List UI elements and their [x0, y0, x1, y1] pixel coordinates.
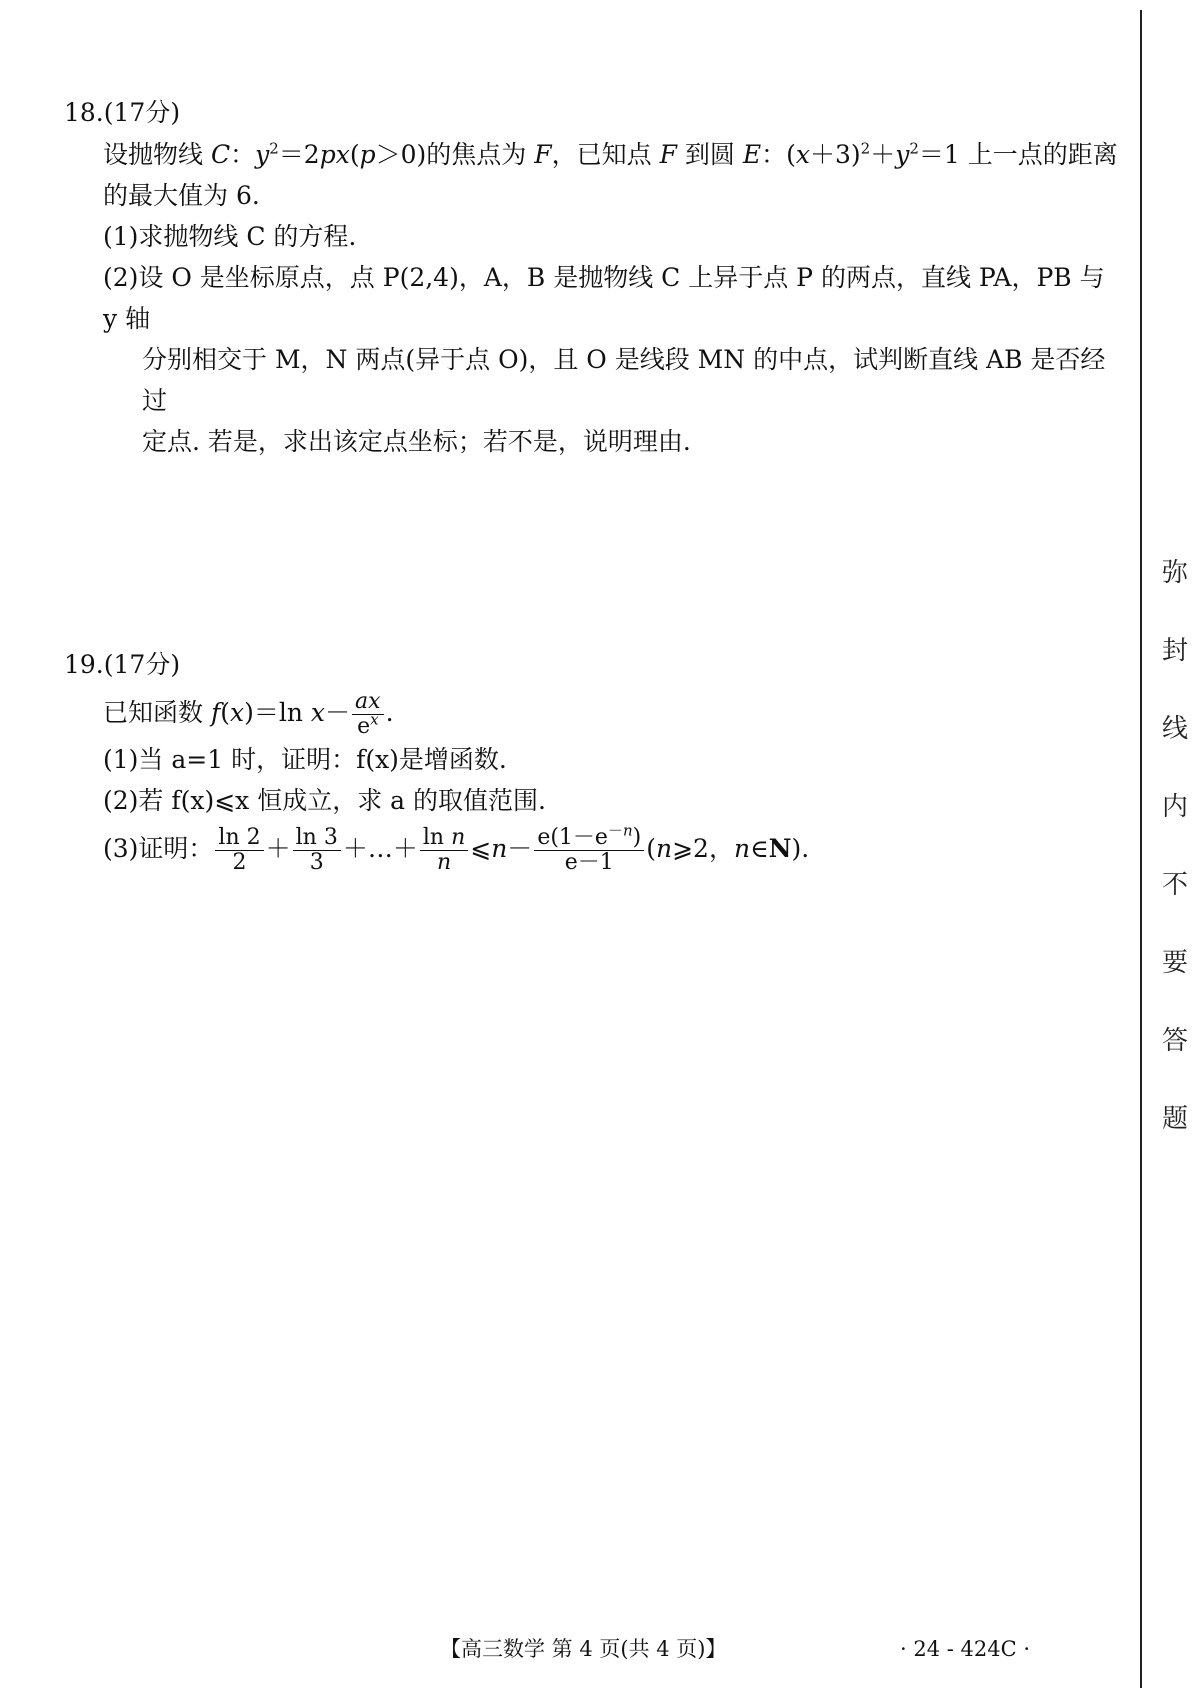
problem-19-part3: (3)证明： $\frac{\ln 2}{2}$ ＋ $\frac{\ln 3}{3}$ ＋…＋ $\frac{\text{ln n}}{n}$ ⩽n－ $\frac{e(1-e^{-n})}{e-1}$ (n⩾2，n∈N).: [103, 821, 810, 875]
text-fragment: 设抛物线: [103, 140, 204, 169]
seal-char: 不: [1161, 870, 1188, 900]
text-fragment: ，已知点: [551, 140, 652, 169]
seal-char: 题: [1161, 1104, 1188, 1134]
problem-18-part2-line2: 分别相交于 M，N 两点(异于点 O)，且 O 是线段 MN 的中点，试判断直线 AB 是否经过: [142, 345, 1106, 415]
binding-line: [1140, 10, 1142, 1688]
problem-18-statement-line2: 的最大值为 6.: [103, 181, 260, 210]
text-fragment: 的焦点为: [426, 140, 527, 169]
fraction: $\frac{ax}{e^x}$: [352, 690, 384, 739]
seal-char: 内: [1161, 792, 1188, 822]
problem-19-body: [64, 688, 1124, 877]
fraction: $\frac{\ln 3}{3}$: [293, 826, 341, 875]
problem-18-part1: (1)求抛物线 C 的方程.: [103, 222, 357, 251]
exam-code: · 24 - 424C ·: [900, 1637, 1031, 1661]
seal-char: 封: [1161, 636, 1188, 666]
seal-notice: [1160, 560, 1190, 1184]
text-fragment: 已知函数: [103, 698, 204, 727]
problem-18-heading: 18.(17分): [64, 98, 181, 127]
problem-18-statement-line1: 设抛物线 C：$y^2=2px(p>0)$的焦点为 F，已知点 F 到圆 E：$(x+3)^2+y^2=1$ 上一点的距离: [103, 139, 1118, 169]
problem-19-statement: 已知函数 f(x)＝ln x－ $\frac{ax}{e^x}$ .: [103, 689, 394, 739]
problem-18-part2-line1: (2)设 O 是坐标原点，点 P(2,4)，A，B 是抛物线 C 上异于点 P 的两点，直线 PA，PB 与 y 轴: [103, 263, 1105, 333]
problem-19-part1: (1)当 a=1 时，证明：f(x)是增函数.: [103, 745, 507, 774]
problem-19: [64, 648, 1124, 877]
problem-19-heading: 19.(17分): [64, 650, 181, 679]
page-number: 【高三数学 第 4 页(共 4 页)】: [440, 1637, 727, 1661]
text-fragment: 到圆: [684, 140, 735, 169]
seal-char: 要: [1161, 948, 1188, 978]
problem-18-body: [64, 134, 1124, 462]
text-fragment: (3)证明：: [103, 834, 214, 863]
seal-char: 弥: [1161, 558, 1188, 588]
fraction: $\frac{\ln 2}{2}$: [215, 826, 263, 875]
problem-18: [64, 96, 1124, 462]
fraction: $\frac{e(1-e^{-n})}{e-1}$: [534, 826, 644, 875]
seal-char: 线: [1161, 714, 1188, 744]
fraction: $\frac{\text{ln n}}{n}$: [420, 826, 468, 875]
seal-char: 答: [1161, 1026, 1188, 1056]
text-fragment: 上一点的距离: [967, 140, 1118, 169]
problem-18-part2-line3: 定点. 若是，求出该定点坐标；若不是，说明理由.: [142, 427, 691, 456]
problem-19-part2: (2)若 f(x)⩽x 恒成立，求 a 的取值范围.: [103, 786, 546, 815]
